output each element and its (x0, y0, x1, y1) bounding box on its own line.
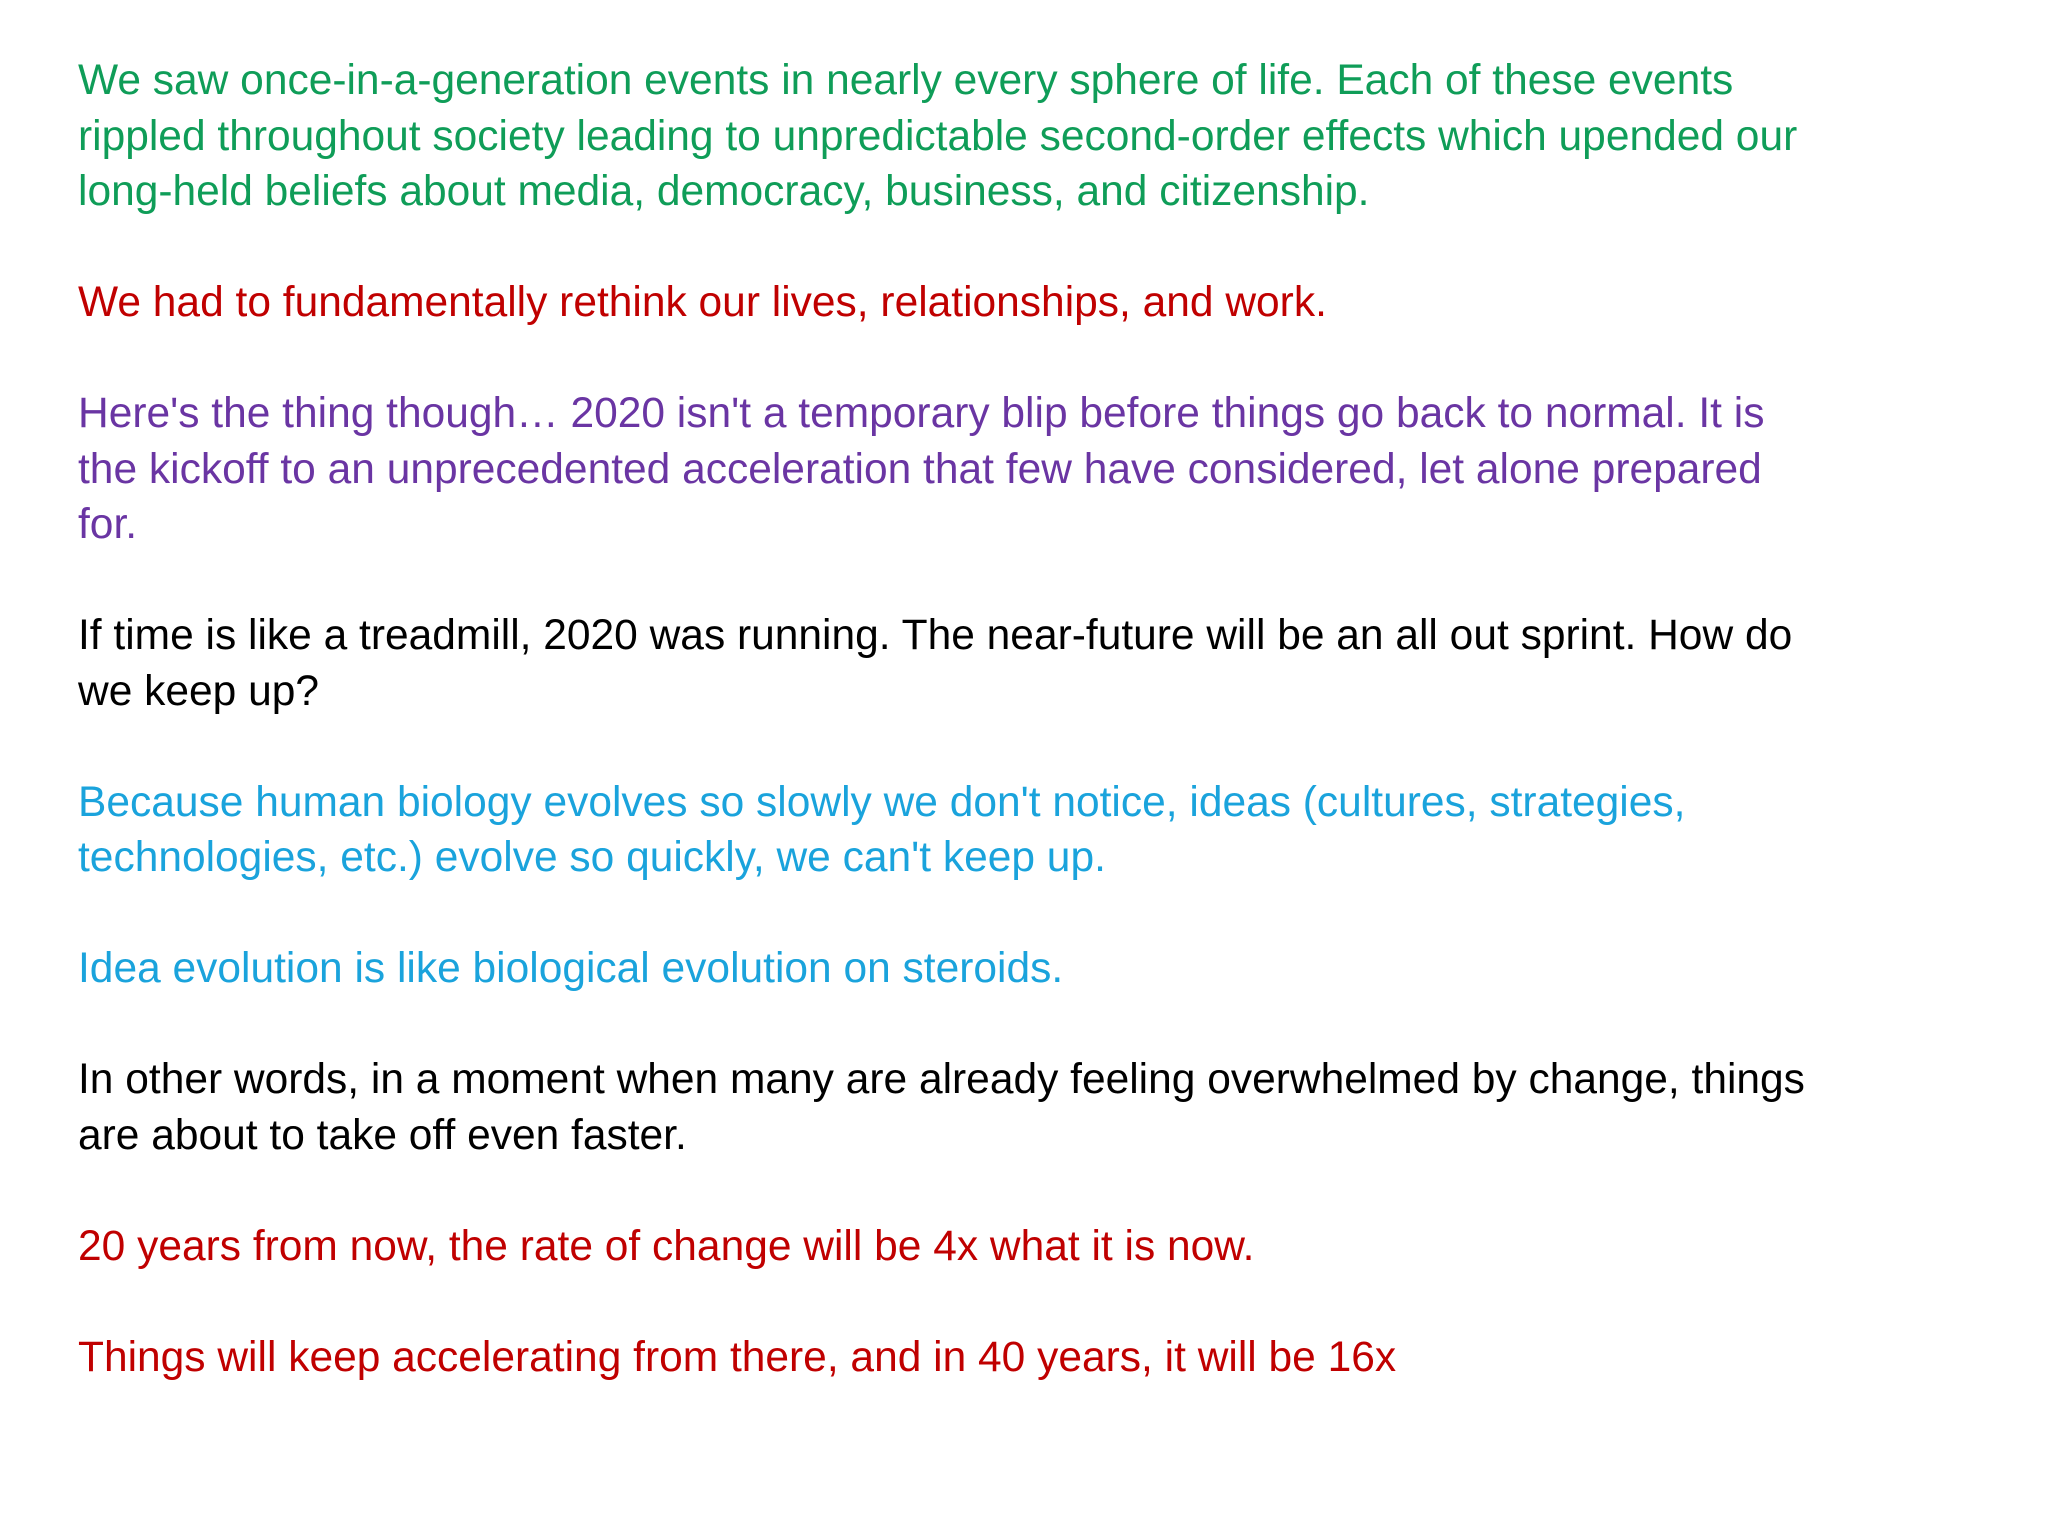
text-line: for. (78, 501, 138, 548)
text-line: long-held beliefs about media, democracy, business, and citizenship. (78, 168, 1370, 215)
paragraph-rethink (78, 275, 1998, 331)
document-body (78, 53, 1998, 1385)
text-line: are about to take off even faster. (78, 1111, 687, 1159)
text-line: 20 years from now, the rate of change will be 4x what it is now. (78, 1222, 1255, 1270)
text-line: technologies, etc.) evolve so quickly, we can't keep up. (78, 834, 1106, 881)
text-line: we keep up? (78, 667, 320, 715)
text-line: We had to fundamentally rethink our lives, relationships, and work. (78, 279, 1327, 326)
paragraph-biology (78, 775, 1998, 886)
text-line: We saw once-in-a-generation events in nearly every sphere of life. Each of these events (78, 57, 1734, 104)
text-line: In other words, in a moment when many are already feeling overwhelmed by change, things (78, 1056, 1805, 1103)
paragraph-20-years (78, 1219, 1998, 1275)
text-line: If time is like a treadmill, 2020 was running. The near-future will be an all out sprint. How do (78, 612, 1793, 659)
paragraph-acceleration (78, 386, 1998, 553)
paragraph-treadmill (78, 608, 1998, 719)
text-line: the kickoff to an unprecedented acceleration that few have considered, let alone prepared (78, 445, 1762, 493)
text-line: Idea evolution is like biological evolution on steroids. (78, 945, 1064, 992)
text-line: rippled throughout society leading to unpredictable second-order effects which upended our (78, 112, 1798, 160)
paragraph-steroids (78, 941, 1998, 997)
text-line: Things will keep accelerating from there, and in 40 years, it will be 16x (78, 1333, 1397, 1381)
paragraph-40-years (78, 1330, 1998, 1386)
text-line: Because human biology evolves so slowly we don't notice, ideas (cultures, strategies, (78, 778, 1686, 826)
text-line: Here's the thing though… 2020 isn't a temporary blip before things go back to normal. It is (78, 390, 1765, 437)
paragraph-other-words (78, 1052, 1998, 1163)
paragraph-events (78, 53, 1998, 220)
